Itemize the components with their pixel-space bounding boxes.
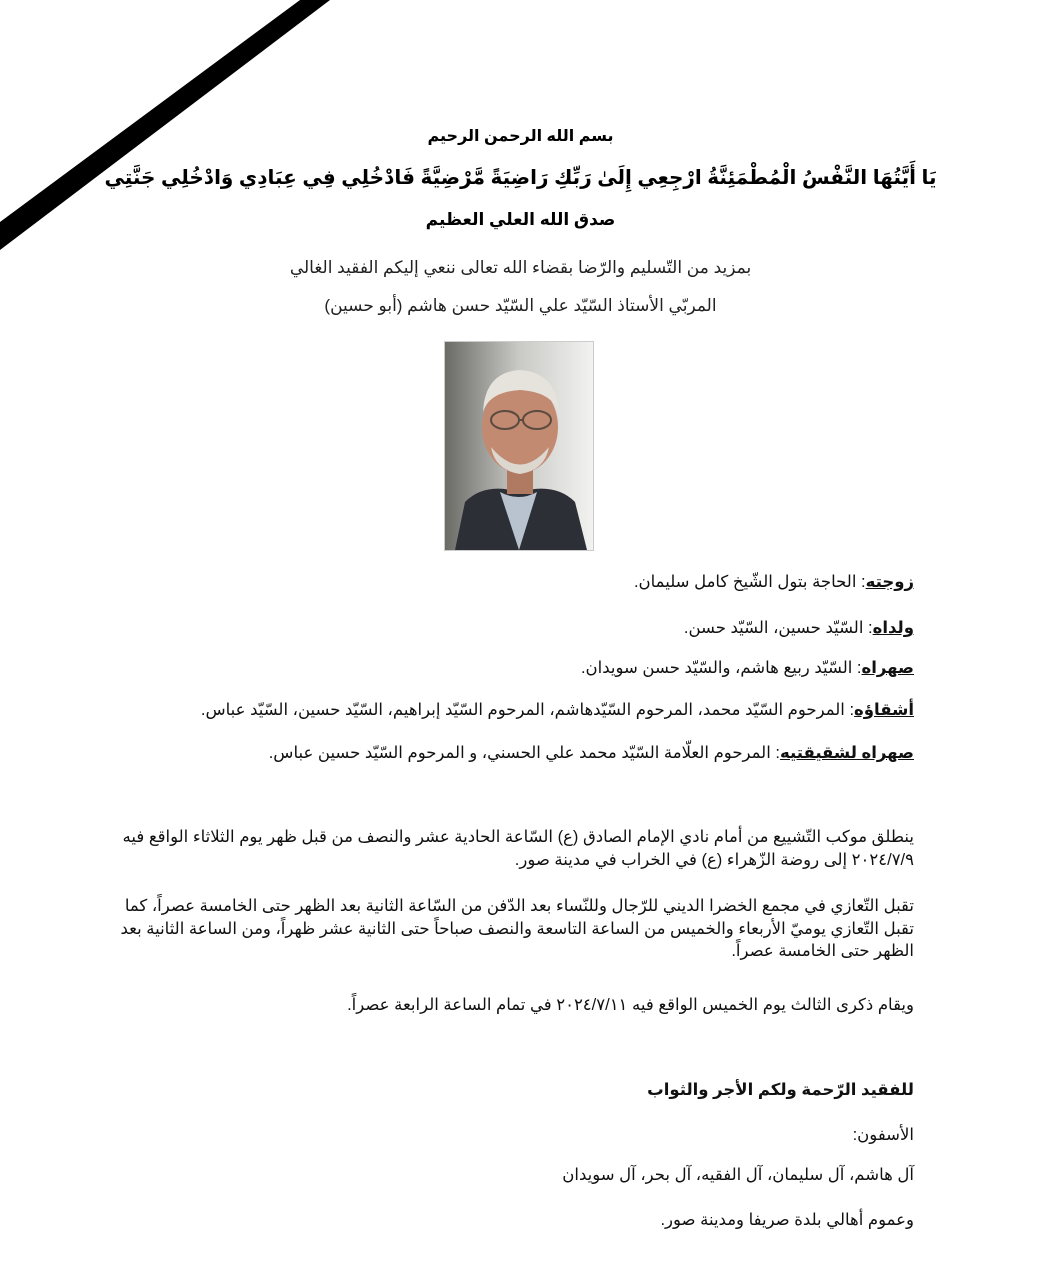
family-value: السّيّد ربيع هاشم، والسّيّد حسن سويدان. — [580, 659, 857, 677]
family-value: المرحوم العلّامة السّيّد محمد علي الحسني، و المرحوم السّيّد حسين عباس. — [268, 744, 776, 762]
family-sons: ولداه: السّيّد حسين، السّيّد حسن. — [683, 619, 914, 637]
family-value: السّيّد حسين، السّيّد حسن. — [683, 619, 869, 637]
family-key: صهراه — [861, 659, 914, 677]
condolences-info: تقبل التّعازي في مجمع الخضرا الديني للرّجال وللنّساء بعد الدّفن من السّاعة الثانية بعد الظهر حتى الخامسة عصراً، كما تقبل التّعازي يوميّ الأربعاء والخميس من الساعة التاسعة والنصف صباحاً حتى الثانية عشر ظهراً، ومن الساعة الثانية بعد الظهر حتى الخامسة عصراً. — [120, 897, 914, 960]
deceased-photo — [444, 341, 594, 551]
family-wife: زوجته: الحاجة بتول الشّيخ كامل سليمان. — [633, 573, 914, 591]
family-brothers: أشقاؤه: المرحوم السّيّد محمد، المرحوم السّيّدهاشم، المرحوم السّيّد إبراهيم، السّيّد حسين، السّيّد عباس. — [200, 701, 914, 719]
closing-prayer: للفقيد الرّحمة ولكم الأجر والثواب — [647, 1081, 914, 1099]
third-day-memorial: ويقام ذكرى الثالث يوم الخميس الواقع فيه ٢٠٢٤/٧/١١ في تمام الساعة الرابعة عصراً. — [347, 996, 914, 1014]
funeral-procession: ينطلق موكب التّشييع من أمام نادي الإمام الصادق (ع) السّاعة الحادية عشر والنصف من قبل ظهر يوم الثلاثاء الواقع فيه ٢٠٢٤/٧/٩ إلى روضة الزّهراء (ع) في الخراب في مدينة صور. — [122, 828, 914, 869]
announcement-line: بمزيد من التّسليم والرّضا بقضاء الله تعالى ننعي إليكم الفقيد الغالي — [289, 258, 752, 277]
basmala: بسم الله الرحمن الرحيم — [427, 128, 614, 145]
family-key: ولداه — [872, 619, 914, 637]
deceased-name: المربّي الأستاذ السّيّد علي السّيّد حسن هاشم (أبو حسين) — [324, 296, 717, 315]
mourner-towns: وعموم أهالي بلدة صريفا ومدينة صور. — [660, 1211, 914, 1229]
family-key: أشقاؤه — [854, 701, 914, 719]
family-key: صهراه لشقيقتيه — [779, 744, 914, 762]
family-key: زوجته — [865, 573, 914, 591]
mourner-families: آل هاشم، آل سليمان، آل الفقيه، آل بحر، آل سويدان — [562, 1166, 914, 1184]
family-value: المرحوم السّيّد محمد، المرحوم السّيّدهاشم، المرحوم السّيّد إبراهيم، السّيّد حسين، السّيّد عباس. — [200, 701, 850, 719]
family-sisters-husbands: صهراه لشقيقتيه: المرحوم العلّامة السّيّد محمد علي الحسني، و المرحوم السّيّد حسين عباس. — [268, 744, 914, 762]
sadaq-allah: صدق الله العلي العظيم — [425, 210, 616, 229]
family-value: الحاجة بتول الشّيخ كامل سليمان. — [633, 573, 862, 591]
family-sons-in-law: صهراه: السّيّد ربيع هاشم، والسّيّد حسن سويدان. — [580, 659, 914, 677]
mourners-label: الأسفون: — [852, 1126, 914, 1144]
quran-verse: يَا أَيَّتُهَا النَّفْسُ الْمُطْمَئِنَّةُ ارْجِعِي إِلَىٰ رَبِّكِ رَاضِيَةً مَّرْضِيَّةً فَادْخُلِي فِي عِبَادِي وَادْخُلِي جَنَّتِي — [104, 167, 937, 189]
